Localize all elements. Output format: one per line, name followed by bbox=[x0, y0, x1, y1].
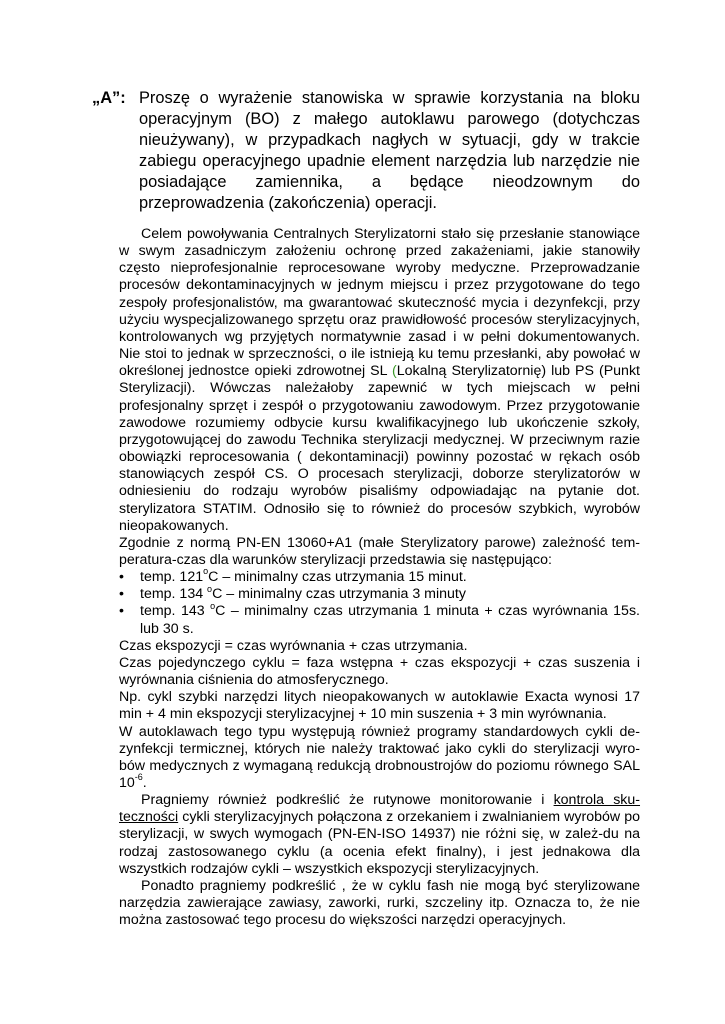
degree-sup: o bbox=[207, 583, 213, 594]
paragraph-exposure-time: Czas ekspozycji = czas wyrównania + czas utrzymania. bbox=[119, 637, 468, 654]
paragraph-example: Np. cykl szybki narzędzi litych nieopakowanych w autoklawie Exacta wynosi 17 min + 4 min ekspozycji sterylizacyjnej + 10 min suszenia + 3 min wyrównania. bbox=[119, 689, 640, 723]
sal-exponent: -6 bbox=[134, 772, 143, 783]
paragraph-standard-programs bbox=[119, 724, 640, 793]
bullet-icon: • bbox=[119, 569, 124, 586]
bullet-icon: • bbox=[119, 603, 124, 620]
degree-sup: o bbox=[203, 566, 209, 577]
paragraph-cycle-time: Czas pojedynczego cyklu = faza wstępna + czas ekspozycji + czas suszenia i wyrównania ciśnienia do atmosferycznego. bbox=[119, 654, 640, 689]
question-label: „A”: bbox=[92, 89, 126, 107]
paragraph-norm: Zgodnie z normą PN-EN 13060+A1 (małe Sterylizatory parowe) zależność tem-peratura-czas dla warunków sterylizacji przedstawia się następująco: bbox=[119, 534, 640, 568]
paragraph-text: W autoklawach tego typu występują również programy standardowych cykli de-zynfekcji termicznej, których nie należy traktować jako cykli do sterylizacji wyro-bów medycznych z wymaganą redukcją drobnoustrojów do poziomu równego SAL 10 bbox=[119, 723, 640, 791]
degree-sup: o bbox=[210, 600, 216, 611]
paragraph-end: . bbox=[142, 775, 147, 791]
paragraph-monitoring bbox=[119, 792, 640, 878]
list-item bbox=[119, 583, 640, 603]
list-item bbox=[119, 566, 640, 586]
underlined-phrase: kontrola sku-teczności bbox=[119, 792, 641, 826]
paragraph-text: Pragniemy również podkreślić że rutynowe monitorowanie i bbox=[141, 792, 554, 809]
paragraph-text-continued: cykli sterylizacyjnych połączona z orzekaniem i zwalnianiem wyrobów po sterylizacji, w swych wymogach (PN-EN-ISO 14937) nie różni się, w zależ-du na rodzaj zastosowanego cyklu (a ocenia efekt finalny), i jest jednakowa dla wszystkich rodzajów cykli – wszystkich ekspozycji sterylizacyjnych. bbox=[119, 809, 640, 877]
temp-text: C – minimalny czas utrzymania 3 minuty bbox=[212, 586, 466, 603]
bullet-icon: • bbox=[119, 586, 124, 603]
temperature-list bbox=[119, 566, 640, 638]
paragraph-final: Ponadto pragniemy podkreślić , że w cyklu fash nie mogą być sterylizowane narzędzia zawierające zawiasy, zaworki, rurki, szczeliny itp. Oznacza to, że nie można zastosować tego procesu do większości narzędzi operacyjnych. bbox=[119, 877, 640, 929]
answer-body bbox=[119, 226, 640, 929]
paragraph-text: Celem powoływania Centralnych Sterylizatorni stało się przesłanie stanowiące w swym zasadniczym założeniu ochronę przed zakażeniami, jakie stanowiły często nieprofesjonalnie reprocesowane wyroby medyczne. Przeprowadzanie procesów dekontaminacyjnych w jednym miejscu i przez przygotowane do tego zespoły profesjonalistów, ma gwarantować skuteczność mycia i dezynfekcji, przy użyciu wyspecjalizowanego sprzętu oraz prawidłowość procesów sterylizacyjnych, kontrolowanych wg przyjętych normatywnie zasad i w pełni dokumentowanych. Nie stoi to jednak w sprzeczności, o ile istnieją ku temu przesłanki, aby powołać w określonej jednostce opieki zdrowotnej SL bbox=[119, 226, 640, 380]
paragraph-central-sterilization bbox=[119, 226, 640, 535]
question-block bbox=[92, 88, 640, 214]
temp-text: C – minimalny czas utrzymania 1 minuta + czas wyrównania 15s. lub 30 s. bbox=[140, 603, 640, 637]
green-parenthesis: ( bbox=[392, 363, 397, 380]
temp-label: temp. 121 bbox=[140, 569, 204, 586]
list-item bbox=[119, 600, 640, 637]
temp-label: temp. 143 bbox=[140, 603, 211, 620]
temp-text: C – minimalny czas utrzymania 15 minut. bbox=[208, 569, 467, 586]
temp-label: temp. 134 bbox=[140, 586, 208, 603]
paragraph-text-continued: Lokalną Sterylizatornię) lub PS (Punkt Sterylizacji). Wówczas należałoby zapewnić w tych miejscach w pełni profesjonalny sprzęt i zespół o przygotowaniu zawodowym. Przez przygotowanie zawodowe rozumiemy odbycie kursu kwalifikacyjnego lub ukończenie szkoły, przygotowującej do zawodu Technika sterylizacji medycznej. W przeciwnym razie obowiązki reprocesowania ( dekontaminacji) powinny pozostać w rękach osób stanowiących zespół CS. O procesach sterylizacji, doborze sterylizatorów w odniesieniu do rodzaju wyrobów pisaliśmy odpowiadając na pytanie dot. sterylizatora STATIM. Odnosiło się to również do procesów szybkich, wyrobów nieopakowanych. bbox=[119, 363, 640, 534]
question-text: Proszę o wyrażenie stanowiska w sprawie korzystania na bloku operacyjnym (BO) z małego autoklawu parowego (dotychczas nieużywany), w przypadkach nagłych w sytuacji, gdy w trakcie zabiegu operacyjnego upadnie element narzędzia lub narzędzie nie posiadające zamiennika, a będące nieodzownym do przeprowadzenia (zakończenia) operacji. bbox=[139, 89, 640, 212]
